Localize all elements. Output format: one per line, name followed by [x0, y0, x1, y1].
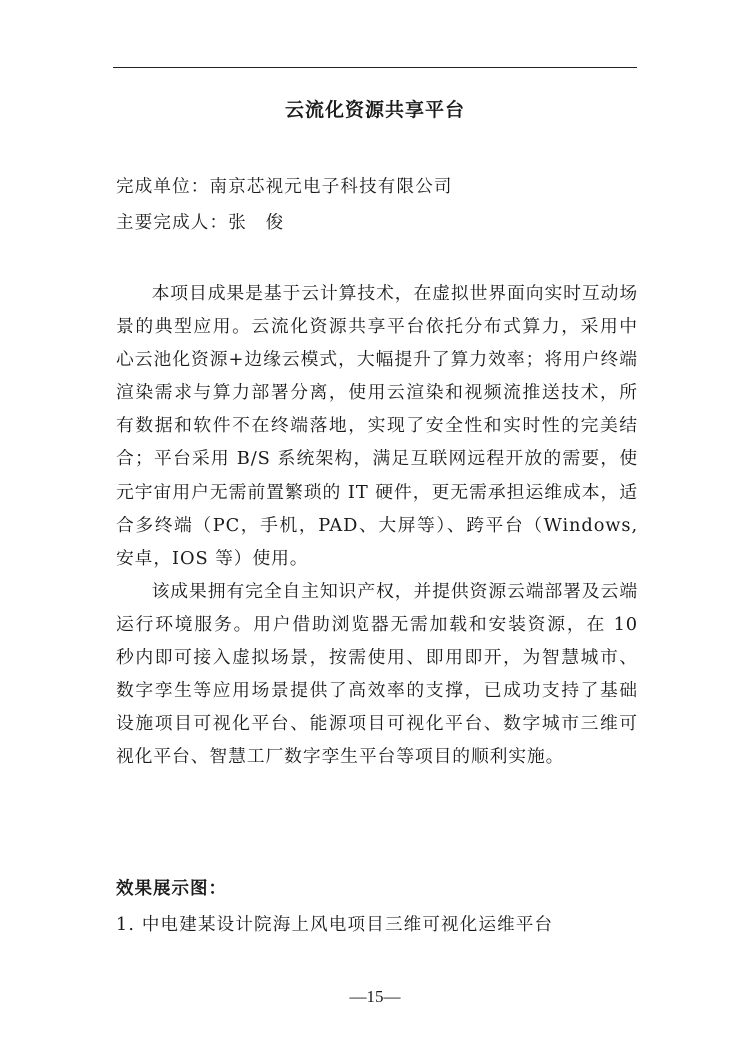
body-paragraph-1: 本项目成果是基于云计算技术，在虚拟世界面向实时互动场景的典型应用。云流化资源共享平台依托分布式算力，采用中心云池化资源+边缘云模式，大幅提升了算力效率；将用户终端渲染需求与算力部署分离，使用云渲染和视频流推送技术，所有数据和软件不在终端落地，实现了安全性和实时性的完美结合；平台采用 B/S 系统架构，满足互联网远程开放的需要，使元宇宙用户无需前置繁琐的 IT 硬件，更无需承担运维成本，适合多终端（PC，手机，PAD、大屏等）、跨平台（Windows,安卓，IOS 等）使用。 — [116, 283, 638, 569]
list-item-1: 1. 中电建某设计院海上风电项目三维可视化运维平台 — [116, 915, 554, 935]
page-number: —15— — [349, 987, 401, 1006]
document-body — [116, 277, 638, 773]
completion-unit: 完成单位：南京芯视元电子科技有限公司 — [116, 177, 453, 197]
body-paragraph-2: 该成果拥有完全自主知识产权，并提供资源云端部署及云端运行环境服务。用户借助浏览器无需加载和安装资源，在 10 秒内即可接入虚拟场景，按需使用、即用即开，为智慧城市、数字孪生等应用场景提供了高效率的支撑，已成功支持了基础设施项目可视化平台、能源项目可视化平台、数字城市三维可视化平台、智慧工厂数字孪生平台等项目的顺利实施。 — [116, 580, 638, 768]
document-title: 云流化资源共享平台 — [284, 99, 465, 121]
section-heading: 效果展示图： — [116, 879, 227, 899]
header-rule — [113, 67, 637, 68]
main-contributor: 主要完成人：张 俊 — [116, 213, 285, 233]
